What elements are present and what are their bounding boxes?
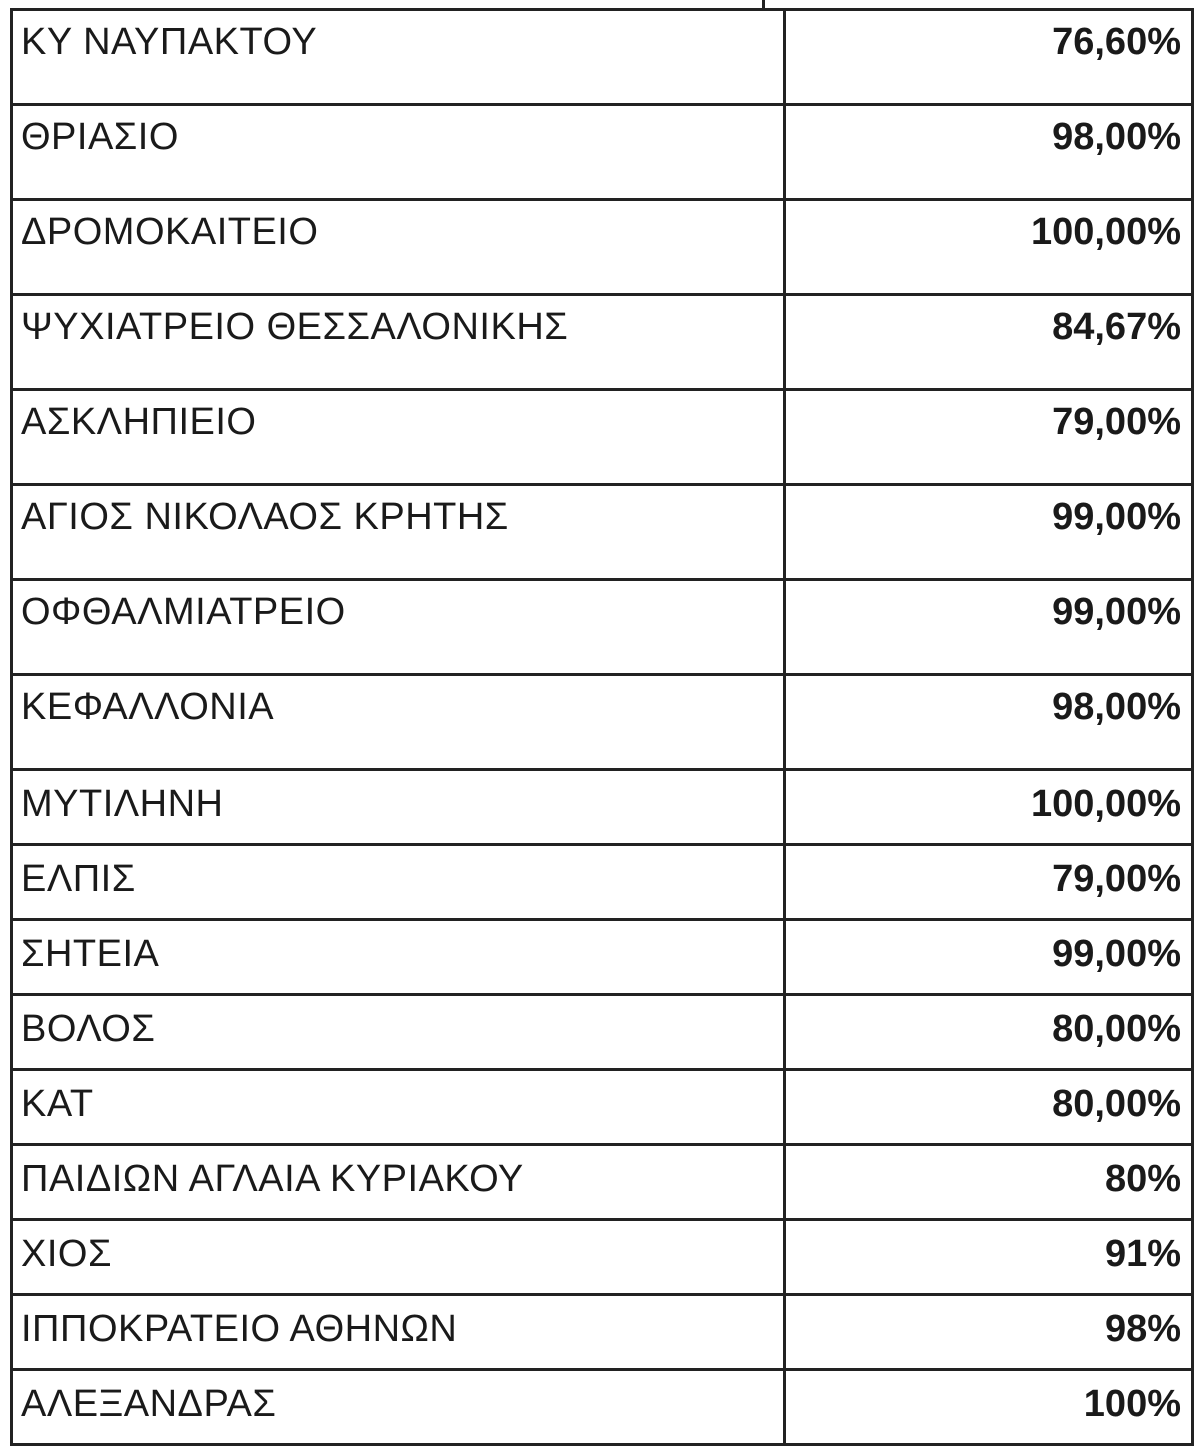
table-row <box>12 295 1193 390</box>
hospital-name-cell: ΚΑΤ <box>12 1070 785 1145</box>
hospital-name-cell: ΟΦΘΑΛΜΙΑΤΡΕΙΟ <box>12 580 785 675</box>
percentage-cell: 80% <box>785 1145 1193 1220</box>
percentage-cell: 98,00% <box>785 675 1193 770</box>
hospital-name-cell: ΜΥΤΙΛΗΝΗ <box>12 770 785 845</box>
percentage-cell: 80,00% <box>785 995 1193 1070</box>
percentage-cell: 100,00% <box>785 770 1193 845</box>
percentage-cell: 99,00% <box>785 485 1193 580</box>
percentage-cell: 76,60% <box>785 10 1193 105</box>
hospital-name-cell: ΧΙΟΣ <box>12 1220 785 1295</box>
table-row <box>12 845 1193 920</box>
hospital-name-cell: ΣΗΤΕΙΑ <box>12 920 785 995</box>
percentage-cell: 99,00% <box>785 580 1193 675</box>
hospital-name-cell: ΑΓΙΟΣ ΝΙΚΟΛΑΟΣ ΚΡΗΤΗΣ <box>12 485 785 580</box>
hospital-name-cell: ΘΡΙΑΣΙΟ <box>12 105 785 200</box>
table-row <box>12 770 1193 845</box>
percentage-cell: 91% <box>785 1220 1193 1295</box>
table-row <box>12 1220 1193 1295</box>
table-row <box>12 200 1193 295</box>
hospital-name-cell: ΑΛΕΞΑΝΔΡΑΣ <box>12 1370 785 1445</box>
table-row <box>12 1070 1193 1145</box>
percentage-cell: 79,00% <box>785 390 1193 485</box>
hospital-name-cell: ΚΥ ΝΑΥΠΑΚΤΟΥ <box>12 10 785 105</box>
hospital-percentage-table <box>10 8 1194 1446</box>
hospital-name-cell: ΒΟΛΟΣ <box>12 995 785 1070</box>
percentage-cell: 99,00% <box>785 920 1193 995</box>
table-row <box>12 580 1193 675</box>
percentage-cell: 100,00% <box>785 200 1193 295</box>
percentage-cell: 79,00% <box>785 845 1193 920</box>
hospital-name-cell: ΑΣΚΛΗΠΙΕΙΟ <box>12 390 785 485</box>
percentage-cell: 80,00% <box>785 1070 1193 1145</box>
hospital-name-cell: ΚΕΦΑΛΛΟΝΙΑ <box>12 675 785 770</box>
table-row <box>12 10 1193 105</box>
table-row <box>12 390 1193 485</box>
table-row <box>12 1370 1193 1445</box>
hospital-name-cell: ΨΥΧΙΑΤΡΕΙΟ ΘΕΣΣΑΛΟΝΙΚΗΣ <box>12 295 785 390</box>
hospital-name-cell: ΔΡΟΜΟΚΑΙΤΕΙΟ <box>12 200 785 295</box>
percentage-cell: 98% <box>785 1295 1193 1370</box>
hospital-name-cell: ΕΛΠΙΣ <box>12 845 785 920</box>
hospital-name-cell: ΙΠΠΟΚΡΑΤΕΙΟ ΑΘΗΝΩΝ <box>12 1295 785 1370</box>
percentage-cell: 100% <box>785 1370 1193 1445</box>
table-row <box>12 105 1193 200</box>
table-row <box>12 1295 1193 1370</box>
hospital-name-cell: ΠΑΙΔΙΩΝ ΑΓΛΑΙΑ ΚΥΡΙΑΚΟΥ <box>12 1145 785 1220</box>
table-row <box>12 675 1193 770</box>
table-row <box>12 920 1193 995</box>
table-row <box>12 1145 1193 1220</box>
percentage-cell: 84,67% <box>785 295 1193 390</box>
percentage-cell: 98,00% <box>785 105 1193 200</box>
table-row <box>12 485 1193 580</box>
table-row <box>12 995 1193 1070</box>
